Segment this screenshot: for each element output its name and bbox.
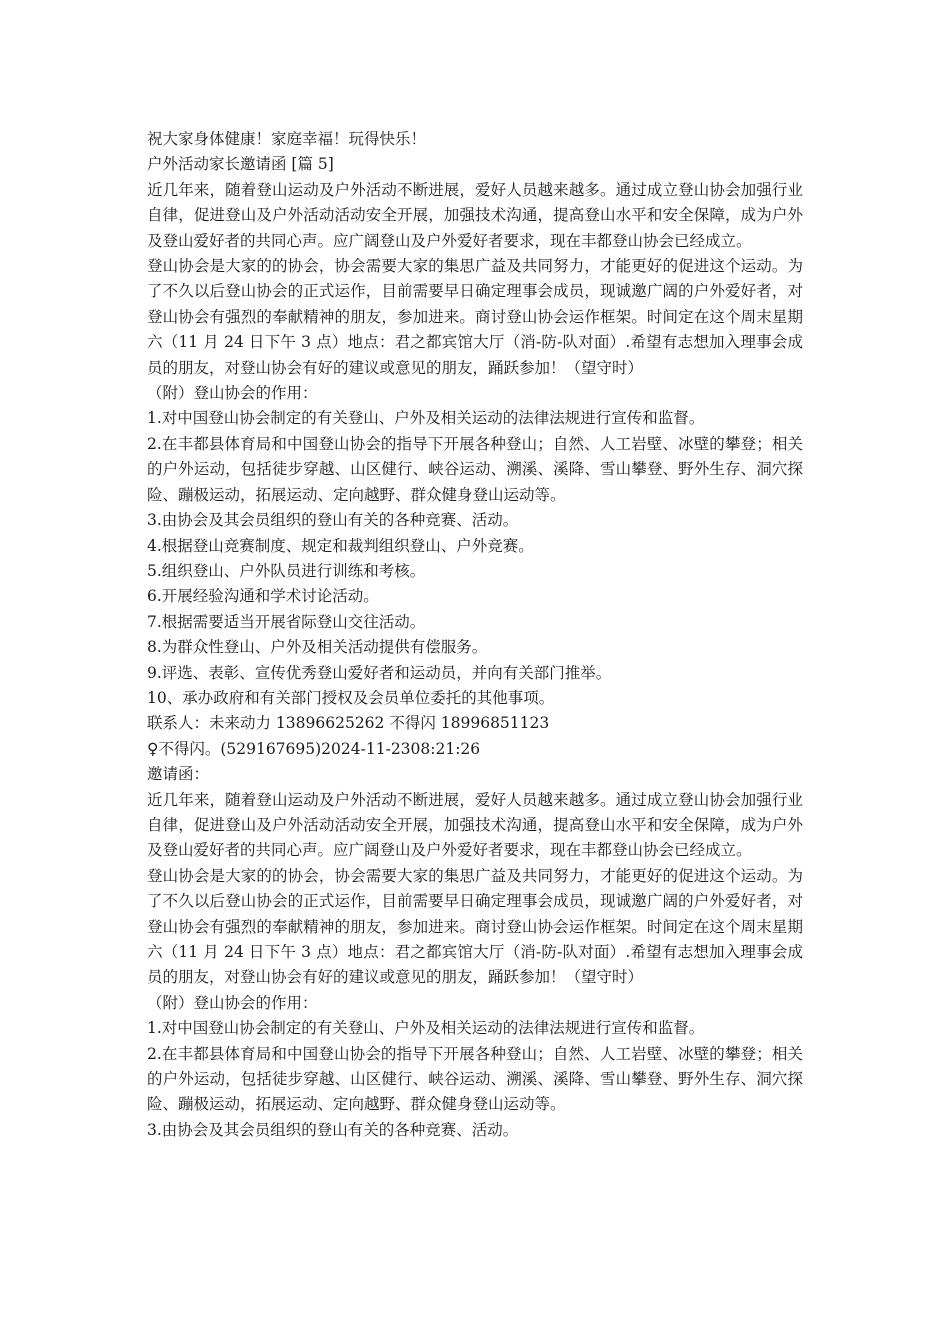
- list-item: 6.开展经验沟通和学术讨论活动。: [147, 587, 379, 606]
- list-heading: （附）登山协会的作用：: [147, 384, 318, 403]
- paragraph: 登山协会是大家的的协会，协会需要大家的集思广益及共同努力，才能更好的促进这个运动。为了不久以后登山协会的正式运作，目前需要早日确定理事会成员，现诚邀广阔的户外爱好者，对登山协会有强烈的奉献精神的朋友，参加进来。商讨登山协会运作框架。时间定在这个周末星期六（11 月 24 日下午 3 点）地点：君之都宾馆大厅（消-防-队对面）.希望有志想加入理事会成员的朋友，对登山协会有好的建议或意见的朋友，踊跃参加！（望守时）: [147, 866, 803, 987]
- list-item: 8.为群众性登山、户外及相关活动提供有偿服务。: [147, 638, 488, 657]
- list-item: 1.对中国登山协会制定的有关登山、户外及相关运动的法律法规进行宣传和监督。: [147, 1019, 705, 1038]
- list-heading: （附）登山协会的作用：: [147, 993, 318, 1012]
- list-item: 1.对中国登山协会制定的有关登山、户外及相关运动的法律法规进行宣传和监督。: [147, 409, 705, 428]
- closing-line: 祝大家身体健康！家庭幸福！玩得快乐！: [147, 130, 427, 148]
- list-item: 4.根据登山竞赛制度、规定和裁判组织登山、户外竞赛。: [147, 536, 534, 555]
- list-item: 5.组织登山、户外队员进行训练和考核。: [147, 561, 426, 580]
- paragraph: 近几年来，随着登山运动及户外活动不断进展，爱好人员越来越多。通过成立登山协会加强行业自律，促进登山及户外活动活动安全开展，加强技术沟通，提高登山水平和安全保障，成为户外及登山爱好者的共同心声。应广阔登山及户外爱好者要求，现在丰都登山协会已经成立。: [147, 180, 803, 250]
- paragraph: 近几年来，随着登山运动及户外活动不断进展，爱好人员越来越多。通过成立登山协会加强行业自律，促进登山及户外活动活动安全开展，加强技术沟通，提高登山水平和安全保障，成为户外及登山爱好者的共同心声。应广阔登山及户外爱好者要求，现在丰都登山协会已经成立。: [147, 790, 803, 860]
- document-body: [147, 127, 803, 1143]
- list-item: 2.在丰都县体育局和中国登山协会的指导下开展各种登山；自然、人工岩壁、冰壁的攀登；相关的户外运动，包括徒步穿越、山区健行、峡谷运动、溯溪、溪降、雪山攀登、野外生存、洞穴探险、蹦极运动，拓展运动、定向越野、群众健身登山运动等。: [147, 1044, 803, 1114]
- contact-line: 联系人：未来动力 13896625262 不得闪 18996851123: [147, 714, 550, 733]
- timestamp-line: ♀不得闪。(529167695)2024-11-2308:21:26: [147, 739, 481, 758]
- section-heading: 户外活动家长邀请函 [篇 5]: [147, 155, 334, 174]
- list-item: 10、承办政府和有关部门授权及会员单位委托的其他事项。: [147, 688, 555, 707]
- list-item: 3.由协会及其会员组织的登山有关的各种竞赛、活动。: [147, 1120, 519, 1139]
- list-item: 2.在丰都县体育局和中国登山协会的指导下开展各种登山；自然、人工岩壁、冰壁的攀登；相关的户外运动，包括徒步穿越、山区健行、峡谷运动、溯溪、溪降、雪山攀登、野外生存、洞穴探险、蹦极运动，拓展运动、定向越野、群众健身登山运动等。: [147, 434, 803, 504]
- paragraph: 登山协会是大家的的协会，协会需要大家的集思广益及共同努力，才能更好的促进这个运动。为了不久以后登山协会的正式运作，目前需要早日确定理事会成员，现诚邀广阔的户外爱好者，对登山协会有强烈的奉献精神的朋友，参加进来。商讨登山协会运作框架。时间定在这个周末星期六（11 月 24 日下午 3 点）地点：君之都宾馆大厅（消-防-队对面）.希望有志想加入理事会成员的朋友，对登山协会有好的建议或意见的朋友，踊跃参加！（望守时）: [147, 257, 803, 377]
- list-item: 3.由协会及其会员组织的登山有关的各种竞赛、活动。: [147, 511, 519, 530]
- list-item: 7.根据需要适当开展省际登山交往活动。: [147, 612, 426, 631]
- section-heading: 邀请函：: [147, 765, 210, 784]
- list-item: 9.评选、表彰、宣传优秀登山爱好者和运动员，并向有关部门推举。: [147, 663, 612, 682]
